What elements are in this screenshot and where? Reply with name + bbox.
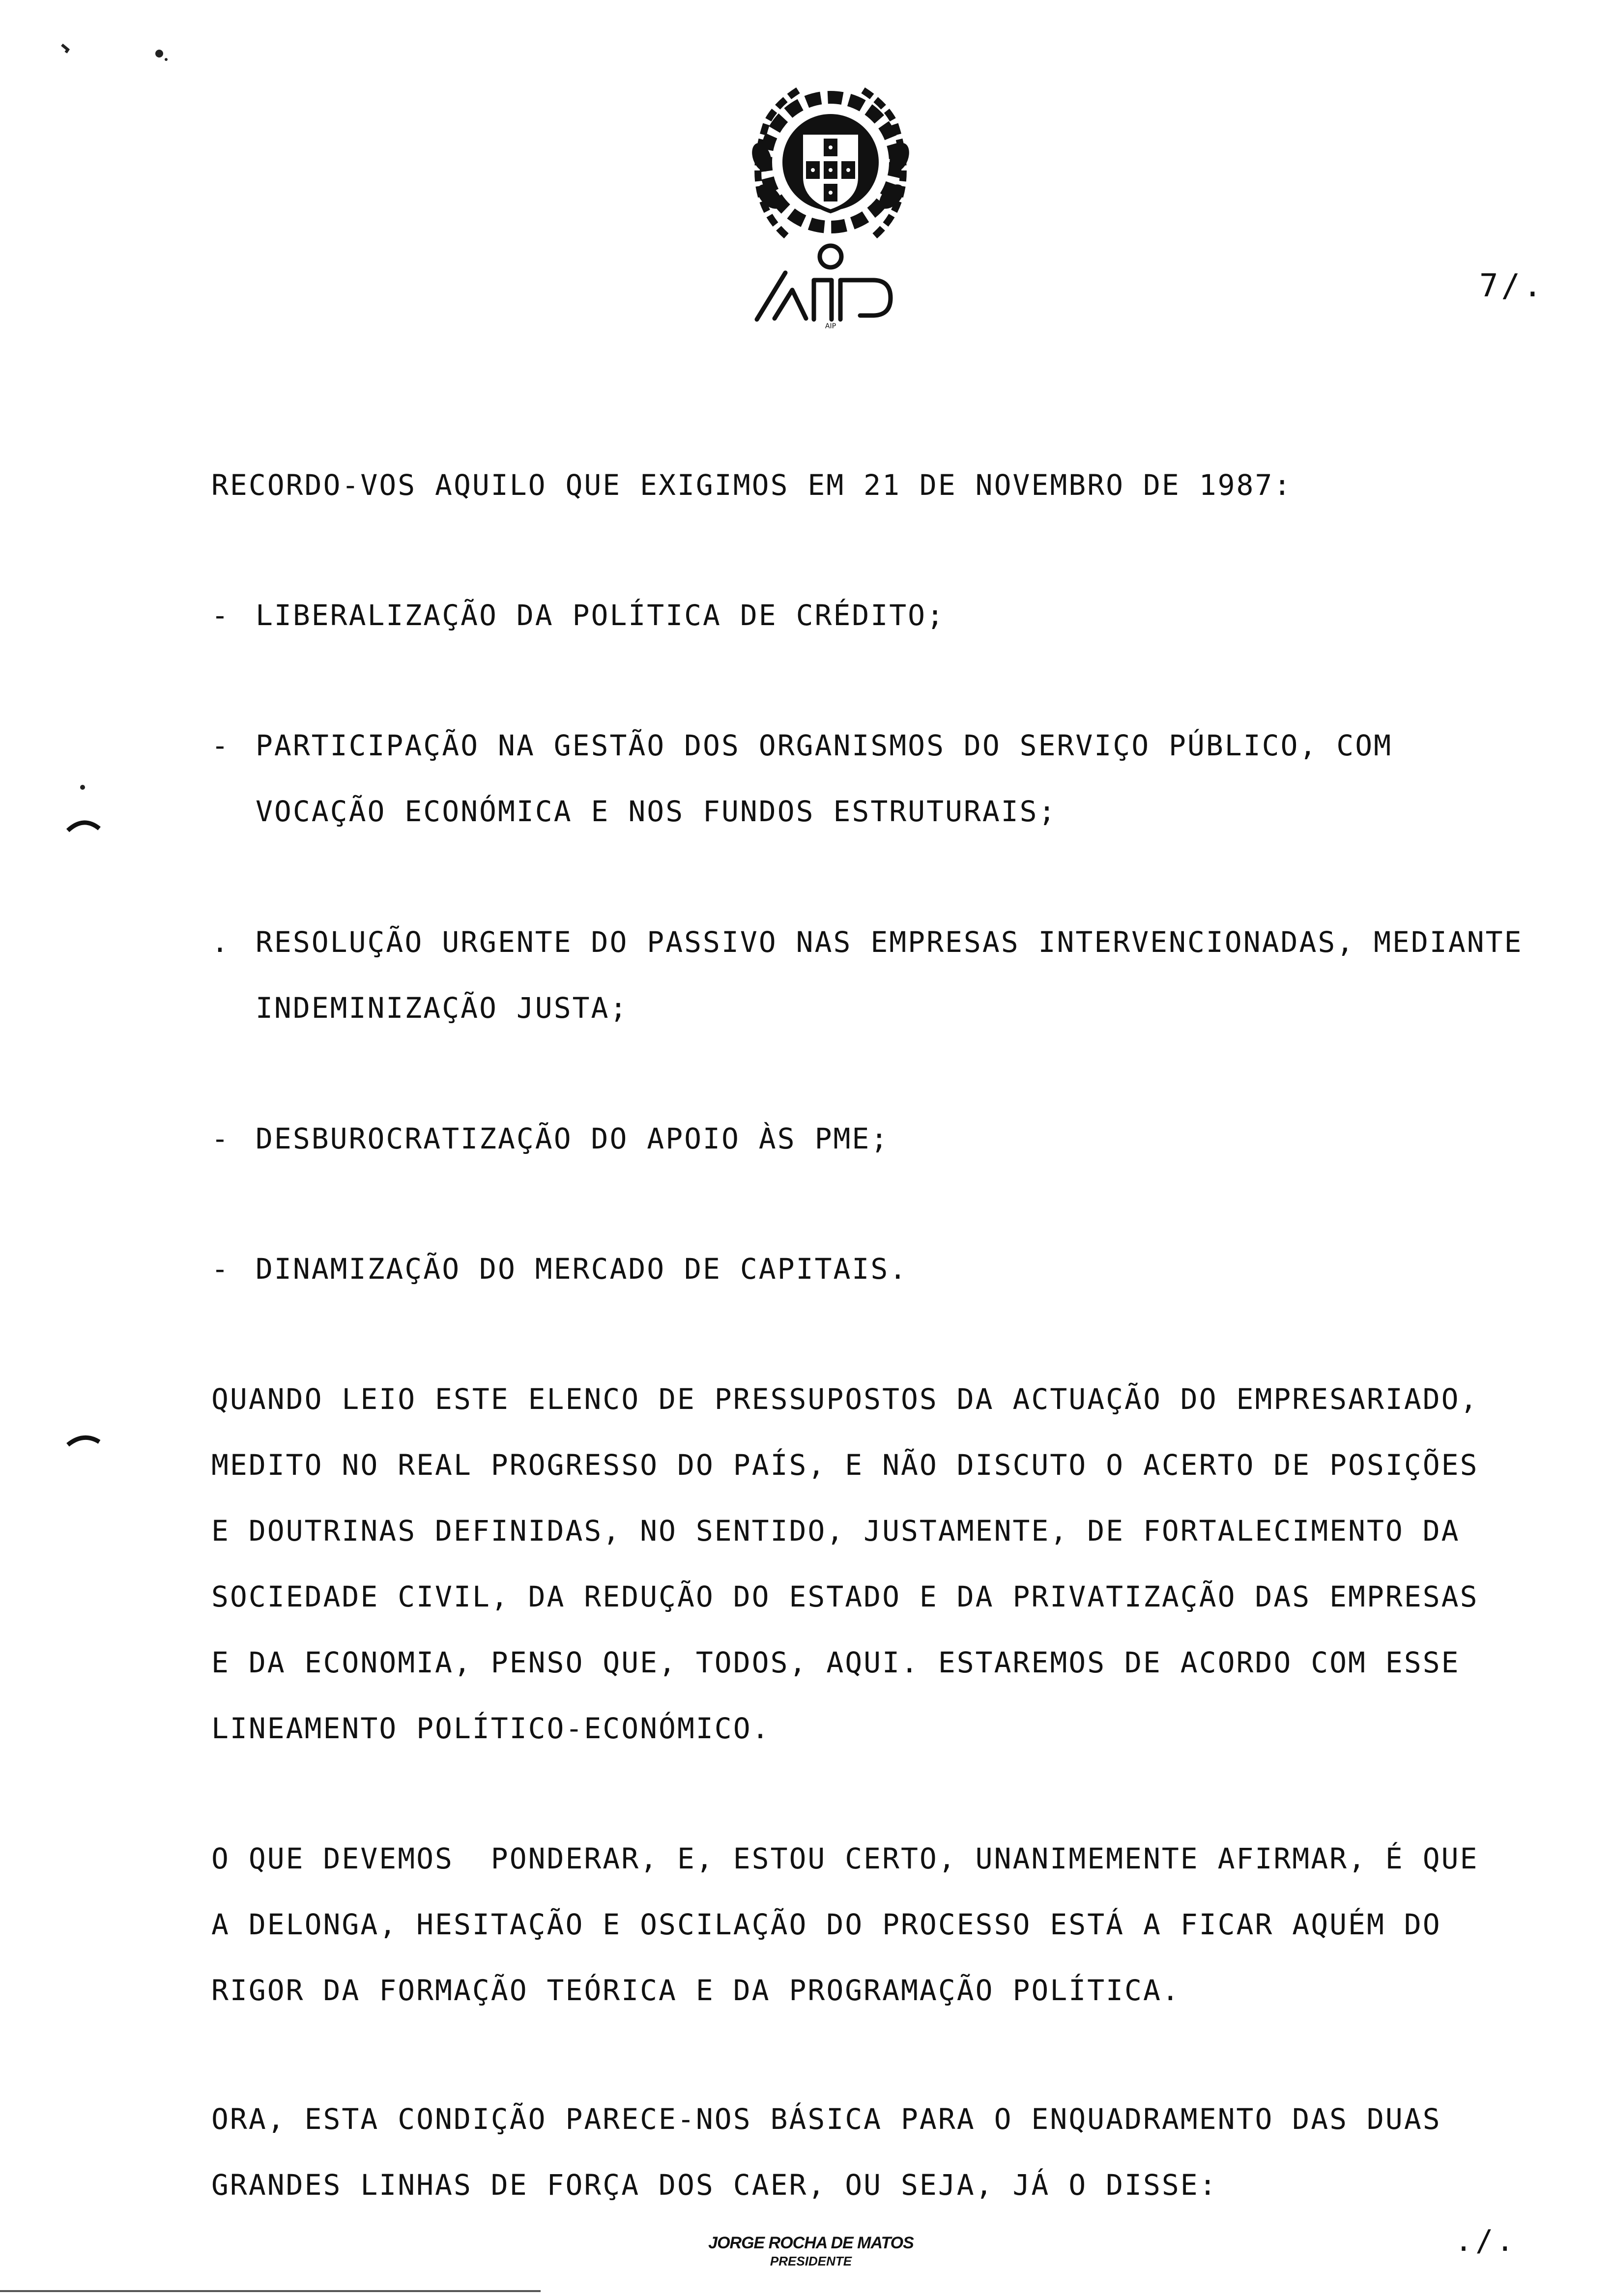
continuation-mark: ./. [1455, 2224, 1517, 2258]
paragraph [211, 1826, 1578, 2023]
demand-item [211, 582, 1578, 648]
intro-line [211, 452, 1578, 518]
paragraph-line: E DA ECONOMIA, PENSO QUE, TODOS, AQUI. ESTAREMOS DE ACORDO COM ESSE [211, 1646, 1460, 1679]
scan-speck [59, 42, 79, 61]
list-bullet: - [211, 599, 230, 632]
list-bullet: - [211, 1122, 230, 1155]
demand-item [211, 1106, 1578, 1172]
scan-speck [152, 47, 172, 66]
signature-title: PRESIDENTE [770, 2254, 852, 2268]
bottom-rule [0, 2290, 541, 2292]
demand-text: DINAMIZAÇÃO DO MERCADO DE CAPITAIS. [256, 1252, 908, 1286]
binder-hole-mark [64, 781, 103, 835]
intro-text: RECORDO-VOS AQUILO QUE EXIGIMOS EM 21 DE NOVEMBRO DE 1987: [211, 468, 1293, 502]
list-bullet: . [211, 925, 230, 959]
paragraph-line: MEDITO NO REAL PROGRESSO DO PAÍS, E NÃO DISCUTO O ACERTO DE POSIÇÕES [211, 1448, 1479, 1482]
aip-logo [727, 74, 934, 329]
paragraph-line: GRANDES LINHAS DE FORÇA DOS CAER, OU SEJA, JÁ O DISSE: [211, 2168, 1218, 2202]
demand-item [211, 1236, 1578, 1302]
demand-text: PARTICIPAÇÃO NA GESTÃO DOS ORGANISMOS DO SERVIÇO PÚBLICO, COM [256, 729, 1393, 762]
binder-hole-mark [64, 1425, 103, 1455]
paragraph-line: RIGOR DA FORMAÇÃO TEÓRICA E DA PROGRAMAÇÃO POLÍTICA. [211, 1974, 1180, 2007]
paragraph-line: O QUE DEVEMOS PONDERAR, E, ESTOU CERTO, UNANIMEMENTE AFIRMAR, É QUE [211, 1842, 1479, 1875]
demand-text: LIBERALIZAÇÃO DA POLÍTICA DE CRÉDITO; [256, 599, 946, 632]
demand-item [211, 713, 1578, 844]
list-bullet: - [211, 1252, 230, 1286]
paragraph [211, 2086, 1578, 2218]
demand-text: VOCAÇÃO ECONÓMICA E NOS FUNDOS ESTRUTURAIS; [256, 795, 1057, 828]
demand-text: DESBUROCRATIZAÇÃO DO APOIO ÀS PME; [256, 1122, 890, 1155]
paragraph-line: ORA, ESTA CONDIÇÃO PARECE-NOS BÁSICA PARA O ENQUADRAMENTO DAS DUAS [211, 2102, 1441, 2136]
paragraph [211, 1366, 1578, 1761]
demand-item [211, 909, 1578, 1041]
logo-label: AIP [825, 322, 836, 329]
page-number: 7/. [1479, 268, 1545, 304]
list-bullet: - [211, 729, 230, 762]
demand-text: INDEMINIZAÇÃO JUSTA; [256, 991, 629, 1025]
demand-text: RESOLUÇÃO URGENTE DO PASSIVO NAS EMPRESAS INTERVENCIONADAS, MEDIANTE [256, 925, 1523, 959]
signature-block [639, 2234, 983, 2269]
paragraph-line: QUANDO LEIO ESTE ELENCO DE PRESSUPOSTOS DA ACTUAÇÃO DO EMPRESARIADO, [211, 1382, 1479, 1416]
signature-name: JORGE ROCHA DE MATOS [708, 2234, 914, 2252]
paragraph-line: A DELONGA, HESITAÇÃO E OSCILAÇÃO DO PROCESSO ESTÁ A FICAR AQUÉM DO [211, 1908, 1441, 1941]
paragraph-line: LINEAMENTO POLÍTICO-ECONÓMICO. [211, 1712, 771, 1745]
paragraph-line: SOCIEDADE CIVIL, DA REDUÇÃO DO ESTADO E DA PRIVATIZAÇÃO DAS EMPRESAS [211, 1580, 1479, 1613]
paragraph-line: E DOUTRINAS DEFINIDAS, NO SENTIDO, JUSTAMENTE, DE FORTALECIMENTO DA [211, 1514, 1460, 1548]
